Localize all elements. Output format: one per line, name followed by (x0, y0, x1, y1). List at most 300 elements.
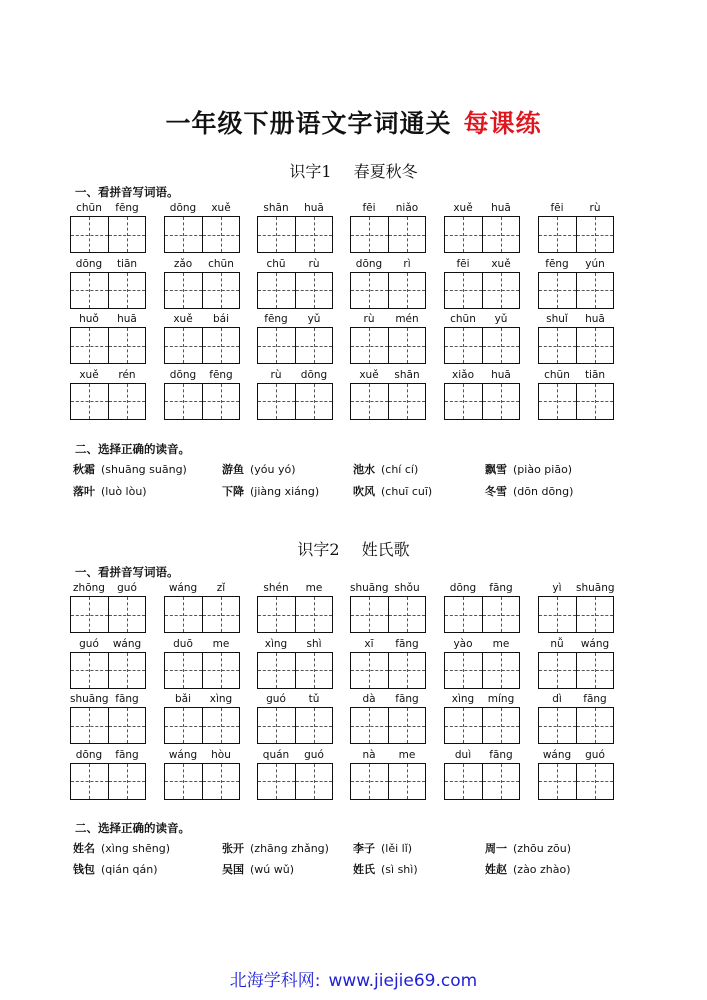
pinyin-syllable: chūn (544, 368, 570, 381)
pinyin-syllable: huā (117, 313, 137, 325)
pronunciation-choice[interactable] (485, 861, 571, 877)
tianzige-cell[interactable] (539, 384, 576, 419)
pronunciation-choice[interactable] (222, 461, 296, 477)
pronunciation-choice[interactable] (73, 461, 187, 477)
pinyin (350, 202, 427, 216)
tianzige-cell[interactable] (388, 328, 426, 363)
writing-boxes[interactable] (257, 383, 333, 420)
pinyin-syllable: míng (487, 693, 515, 705)
choice-options[interactable]: (sì shì) (381, 863, 418, 876)
pinyin (70, 638, 147, 652)
choice-word: 冬雪 (485, 485, 507, 498)
pinyin-syllable: fēng (209, 368, 233, 381)
tianzige-cell[interactable] (482, 597, 520, 632)
pinyin-syllable: xìng (264, 637, 288, 650)
tianzige-cell[interactable] (388, 764, 426, 799)
writing-boxes[interactable] (350, 272, 426, 309)
tianzige-cell[interactable] (108, 273, 146, 308)
pinyin (257, 638, 334, 652)
writing-boxes[interactable] (164, 652, 240, 689)
pinyin (350, 638, 427, 652)
lesson-2-title (0, 537, 707, 560)
pinyin-syllable: fāng (395, 693, 419, 705)
tianzige-cell[interactable] (295, 597, 333, 632)
tianzige-cell[interactable] (576, 273, 614, 308)
pinyin-syllable: fāng (395, 637, 419, 650)
tianzige-cell[interactable] (539, 653, 576, 688)
tianzige-cell[interactable] (539, 764, 576, 799)
pinyin-syllable: me (398, 748, 416, 761)
pinyin (70, 693, 147, 707)
writing-boxes[interactable] (164, 707, 240, 744)
pinyin-syllable: chūn (208, 257, 234, 270)
pinyin (257, 369, 334, 383)
writing-boxes[interactable] (70, 596, 146, 633)
tianzige-cell[interactable] (388, 384, 426, 419)
writing-boxes[interactable] (257, 652, 333, 689)
pinyin-syllable: shì (306, 637, 322, 650)
pinyin (257, 258, 334, 272)
tianzige-cell[interactable] (202, 597, 240, 632)
pinyin-syllable: me (492, 637, 510, 650)
pinyin-syllable: rù (270, 368, 282, 381)
pinyin-syllable: rù (589, 202, 601, 214)
tianzige-cell[interactable] (482, 764, 520, 799)
choice-options[interactable]: (qián qán) (101, 863, 158, 876)
pinyin-syllable: niǎo (395, 202, 419, 214)
pronunciation-choice[interactable] (222, 483, 319, 499)
pronunciation-choice[interactable] (353, 483, 432, 499)
tianzige-cell[interactable] (71, 653, 108, 688)
choice-options[interactable]: (lěi lǐ) (381, 842, 413, 855)
pinyin-syllable: rù (363, 313, 375, 325)
pinyin-syllable: zǎo (173, 257, 193, 270)
pinyin-syllable: xuě (359, 368, 379, 381)
pinyin-syllable: xuě (211, 202, 231, 214)
tianzige-cell[interactable] (388, 708, 426, 743)
pinyin-syllable: xuě (173, 313, 193, 325)
pinyin-syllable: xìng (209, 693, 233, 705)
pinyin-syllable: wáng (580, 637, 610, 650)
pinyin (164, 749, 241, 763)
pinyin-syllable: nǚ (550, 637, 564, 650)
tianzige-cell[interactable] (202, 384, 240, 419)
tianzige-cell[interactable] (482, 708, 520, 743)
pinyin-syllable: yún (585, 257, 605, 270)
pronunciation-choice[interactable] (73, 840, 170, 856)
pronunciation-choice[interactable] (222, 861, 294, 877)
writing-boxes[interactable] (257, 596, 333, 633)
pinyin-syllable: duì (454, 748, 472, 761)
writing-boxes[interactable] (164, 327, 240, 364)
tianzige-cell[interactable] (351, 273, 388, 308)
pinyin-syllable: wáng (112, 637, 142, 650)
tianzige-cell[interactable] (202, 217, 240, 252)
pinyin-syllable: guó (117, 582, 137, 594)
choice-word: 飘雪 (485, 463, 507, 476)
pinyin-syllable: fāng (583, 693, 607, 705)
pinyin-syllable: rù (308, 257, 320, 270)
tianzige-cell[interactable] (388, 217, 426, 252)
footer (0, 966, 707, 991)
pinyin (70, 749, 147, 763)
writing-boxes[interactable] (70, 216, 146, 253)
pinyin (444, 749, 521, 763)
tianzige-cell[interactable] (445, 384, 482, 419)
pinyin-syllable: yào (453, 637, 473, 650)
writing-boxes[interactable] (70, 327, 146, 364)
pinyin (70, 258, 147, 272)
pinyin (257, 582, 334, 596)
tianzige-cell[interactable] (202, 328, 240, 363)
choice-options[interactable]: (zhōu zōu) (513, 842, 572, 855)
writing-boxes[interactable] (350, 652, 426, 689)
pinyin (70, 369, 147, 383)
tianzige-cell[interactable] (108, 597, 146, 632)
pinyin-syllable: shuāng (70, 693, 109, 705)
lesson-1-section-choose: 二、选择正确的读音。 (75, 442, 190, 456)
tianzige-cell[interactable] (482, 384, 520, 419)
choice-word: 姓名 (73, 842, 95, 855)
choice-word: 吹风 (353, 485, 375, 498)
pronunciation-choice[interactable] (353, 461, 418, 477)
writing-boxes[interactable] (538, 763, 614, 800)
writing-boxes[interactable] (444, 383, 520, 420)
tianzige-cell[interactable] (351, 328, 388, 363)
tianzige-cell[interactable] (165, 653, 202, 688)
writing-boxes[interactable] (444, 327, 520, 364)
tianzige-cell[interactable] (539, 217, 576, 252)
tianzige-cell[interactable] (576, 217, 614, 252)
pinyin-syllable: chū (266, 257, 286, 270)
tianzige-cell[interactable] (108, 328, 146, 363)
tianzige-cell[interactable] (351, 764, 388, 799)
pinyin-syllable: fēng (264, 313, 288, 325)
pinyin-syllable: xiǎo (452, 368, 474, 381)
tianzige-cell[interactable] (576, 708, 614, 743)
pinyin (444, 582, 521, 596)
pinyin-syllable: dōng (75, 257, 103, 270)
tianzige-cell[interactable] (71, 384, 108, 419)
tianzige-cell[interactable] (108, 384, 146, 419)
pinyin-syllable: zhōng (73, 582, 105, 594)
choice-options[interactable]: (jiàng xiáng) (250, 485, 320, 498)
pinyin-syllable: shuǐ (546, 313, 568, 325)
pronunciation-choice[interactable] (353, 840, 412, 856)
pinyin (350, 749, 427, 763)
writing-boxes[interactable] (538, 272, 614, 309)
pinyin (164, 582, 241, 596)
writing-boxes[interactable] (257, 763, 333, 800)
tianzige-cell[interactable] (388, 273, 426, 308)
pronunciation-choice[interactable] (485, 840, 571, 856)
writing-boxes[interactable] (350, 763, 426, 800)
pinyin (70, 202, 147, 216)
writing-boxes[interactable] (70, 763, 146, 800)
pinyin (70, 582, 147, 596)
choice-options[interactable]: (xìng shēng) (101, 842, 171, 855)
writing-boxes[interactable] (164, 272, 240, 309)
writing-boxes[interactable] (70, 707, 146, 744)
tianzige-cell[interactable] (258, 708, 295, 743)
tianzige-cell[interactable] (108, 708, 146, 743)
tianzige-cell[interactable] (258, 653, 295, 688)
pinyin-syllable: me (212, 637, 230, 650)
pinyin-syllable: huā (491, 202, 511, 214)
pinyin-syllable: dōng (75, 748, 103, 761)
tianzige-cell[interactable] (295, 764, 333, 799)
pinyin-syllable: dà (362, 693, 376, 705)
pinyin (257, 749, 334, 763)
pinyin-syllable: shuāng (350, 582, 389, 594)
writing-boxes[interactable] (164, 763, 240, 800)
pinyin (444, 258, 521, 272)
tianzige-cell[interactable] (165, 708, 202, 743)
tianzige-cell[interactable] (258, 384, 295, 419)
tianzige-cell[interactable] (351, 653, 388, 688)
pinyin-syllable: huā (304, 202, 324, 214)
choice-options[interactable]: (zhāng zhǎng) (250, 842, 329, 855)
pinyin-syllable: huǒ (79, 313, 99, 325)
pinyin (538, 582, 615, 596)
pinyin-syllable: shǒu (394, 582, 420, 594)
pronunciation-choice[interactable] (353, 861, 418, 877)
choice-word: 下降 (222, 485, 244, 498)
tianzige-cell[interactable] (445, 597, 482, 632)
tianzige-cell[interactable] (258, 328, 295, 363)
tianzige-cell[interactable] (295, 328, 333, 363)
pinyin (164, 693, 241, 707)
pinyin (350, 258, 427, 272)
tianzige-cell[interactable] (295, 653, 333, 688)
choice-word: 姓赵 (485, 863, 507, 876)
tianzige-cell[interactable] (351, 217, 388, 252)
writing-boxes[interactable] (538, 707, 614, 744)
pinyin-syllable: dōng (169, 202, 197, 214)
tianzige-cell[interactable] (576, 328, 614, 363)
writing-boxes[interactable] (350, 327, 426, 364)
pinyin-syllable: wáng (542, 748, 572, 761)
tianzige-cell[interactable] (539, 597, 576, 632)
writing-boxes[interactable] (444, 272, 520, 309)
tianzige-cell[interactable] (71, 273, 108, 308)
pinyin (70, 313, 147, 327)
pinyin (538, 369, 615, 383)
choice-options[interactable]: (shuāng suāng) (101, 463, 187, 476)
writing-boxes[interactable] (444, 216, 520, 253)
tianzige-cell[interactable] (351, 708, 388, 743)
tianzige-cell[interactable] (202, 708, 240, 743)
tianzige-cell[interactable] (295, 708, 333, 743)
tianzige-cell[interactable] (295, 384, 333, 419)
tianzige-cell[interactable] (482, 653, 520, 688)
pinyin (350, 369, 427, 383)
tianzige-cell[interactable] (482, 328, 520, 363)
pinyin-syllable: fēi (362, 202, 376, 214)
writing-boxes[interactable] (350, 216, 426, 253)
tianzige-cell[interactable] (445, 328, 482, 363)
writing-boxes[interactable] (444, 652, 520, 689)
writing-boxes[interactable] (164, 596, 240, 633)
tianzige-cell[interactable] (202, 653, 240, 688)
lesson-1-name: 春夏秋冬 (353, 162, 418, 181)
tianzige-cell[interactable] (71, 708, 108, 743)
tianzige-cell[interactable] (165, 273, 202, 308)
choice-word: 落叶 (73, 485, 95, 498)
pinyin-syllable: dōng (449, 582, 477, 594)
pronunciation-choice[interactable] (73, 483, 147, 499)
pronunciation-choice[interactable] (73, 861, 158, 877)
tianzige-cell[interactable] (539, 708, 576, 743)
choice-options[interactable]: (dōn dōng) (513, 485, 574, 498)
tianzige-cell[interactable] (165, 328, 202, 363)
pronunciation-choice[interactable] (485, 483, 573, 499)
pinyin (257, 202, 334, 216)
pinyin-syllable: shān (263, 202, 289, 214)
choice-options[interactable]: (zào zhào) (513, 863, 571, 876)
tianzige-cell[interactable] (576, 653, 614, 688)
pinyin (164, 258, 241, 272)
tianzige-cell[interactable] (258, 217, 295, 252)
pinyin-syllable: dōng (300, 368, 328, 381)
pinyin-syllable: chūn (76, 202, 102, 214)
pinyin (350, 313, 427, 327)
writing-boxes[interactable] (164, 383, 240, 420)
pinyin-syllable: hòu (211, 748, 231, 761)
choice-options[interactable]: (wú wǔ) (250, 863, 295, 876)
pinyin-syllable: tiān (116, 257, 138, 270)
tianzige-cell[interactable] (165, 384, 202, 419)
tianzige-cell[interactable] (295, 273, 333, 308)
pinyin (164, 369, 241, 383)
tianzige-cell[interactable] (482, 217, 520, 252)
pinyin (444, 638, 521, 652)
choice-word: 钱包 (73, 863, 95, 876)
pinyin-syllable: rén (118, 368, 136, 381)
choice-options[interactable]: (yóu yó) (250, 463, 296, 476)
pinyin-syllable: bǎi (174, 693, 192, 705)
tianzige-cell[interactable] (108, 653, 146, 688)
tianzige-cell[interactable] (108, 217, 146, 252)
choice-options[interactable]: (luò lòu) (101, 485, 147, 498)
pinyin-syllable: bái (212, 313, 230, 325)
tianzige-cell[interactable] (351, 597, 388, 632)
pinyin-syllable: wáng (168, 582, 198, 594)
tianzige-cell[interactable] (576, 764, 614, 799)
writing-boxes[interactable] (257, 272, 333, 309)
writing-boxes[interactable] (538, 383, 614, 420)
pinyin-syllable: guó (79, 637, 99, 650)
writing-boxes[interactable] (444, 596, 520, 633)
pinyin-syllable: guó (304, 748, 324, 761)
choice-word: 周一 (485, 842, 507, 855)
writing-boxes[interactable] (257, 707, 333, 744)
pinyin-syllable: guó (266, 693, 286, 705)
tianzige-cell[interactable] (165, 764, 202, 799)
choice-options[interactable]: (piào piāo) (513, 463, 573, 476)
lesson-2-number: 识字2 (297, 540, 340, 559)
tianzige-cell[interactable] (388, 597, 426, 632)
writing-boxes[interactable] (350, 383, 426, 420)
writing-boxes[interactable] (538, 216, 614, 253)
pinyin (444, 313, 521, 327)
writing-boxes[interactable] (70, 383, 146, 420)
tianzige-cell[interactable] (445, 764, 482, 799)
tianzige-cell[interactable] (482, 273, 520, 308)
tianzige-cell[interactable] (108, 764, 146, 799)
writing-boxes[interactable] (444, 763, 520, 800)
tianzige-cell[interactable] (202, 764, 240, 799)
pinyin-syllable: wáng (168, 748, 198, 761)
pinyin-syllable: dōng (355, 257, 383, 270)
tianzige-cell[interactable] (71, 217, 108, 252)
pinyin-syllable: tǔ (308, 693, 320, 705)
tianzige-cell[interactable] (71, 597, 108, 632)
tianzige-cell[interactable] (202, 273, 240, 308)
tianzige-cell[interactable] (445, 708, 482, 743)
tianzige-cell[interactable] (576, 384, 614, 419)
writing-boxes[interactable] (538, 327, 614, 364)
pinyin-syllable: fēi (456, 257, 470, 270)
tianzige-cell[interactable] (71, 328, 108, 363)
tianzige-cell[interactable] (71, 764, 108, 799)
writing-boxes[interactable] (350, 596, 426, 633)
tianzige-cell[interactable] (295, 217, 333, 252)
tianzige-cell[interactable] (576, 597, 614, 632)
tianzige-cell[interactable] (445, 217, 482, 252)
tianzige-cell[interactable] (351, 384, 388, 419)
pinyin-syllable: duō (173, 637, 193, 650)
tianzige-cell[interactable] (539, 328, 576, 363)
pinyin-syllable: quán (262, 748, 290, 761)
pinyin-syllable: fāng (489, 748, 513, 761)
writing-boxes[interactable] (70, 272, 146, 309)
writing-boxes[interactable] (70, 652, 146, 689)
pinyin (350, 693, 427, 707)
tianzige-cell[interactable] (445, 273, 482, 308)
tianzige-cell[interactable] (258, 764, 295, 799)
pinyin (350, 582, 427, 596)
pinyin-syllable: rì (403, 257, 411, 270)
pronunciation-choice[interactable] (485, 461, 572, 477)
tianzige-cell[interactable] (258, 597, 295, 632)
lesson-2-section-choose: 二、选择正确的读音。 (75, 821, 190, 835)
writing-boxes[interactable] (538, 652, 614, 689)
tianzige-cell[interactable] (258, 273, 295, 308)
pinyin-syllable: me (305, 582, 323, 594)
writing-boxes[interactable] (350, 707, 426, 744)
choice-word: 姓氏 (353, 863, 375, 876)
tianzige-cell[interactable] (165, 217, 202, 252)
writing-boxes[interactable] (257, 327, 333, 364)
tianzige-cell[interactable] (539, 273, 576, 308)
footer-url[interactable]: www.jiejie69.com (328, 971, 478, 991)
tianzige-cell[interactable] (445, 653, 482, 688)
choice-options[interactable]: (chuī cuī) (381, 485, 433, 498)
pinyin (257, 313, 334, 327)
choice-options[interactable]: (chí cí) (381, 463, 419, 476)
pinyin (538, 202, 615, 216)
tianzige-cell[interactable] (388, 653, 426, 688)
writing-boxes[interactable] (538, 596, 614, 633)
writing-boxes[interactable] (257, 216, 333, 253)
pinyin-syllable: xìng (451, 693, 475, 705)
pronunciation-choice[interactable] (222, 840, 329, 856)
pinyin-syllable: tiān (584, 368, 606, 381)
writing-boxes[interactable] (164, 216, 240, 253)
writing-boxes[interactable] (444, 707, 520, 744)
tianzige-cell[interactable] (165, 597, 202, 632)
